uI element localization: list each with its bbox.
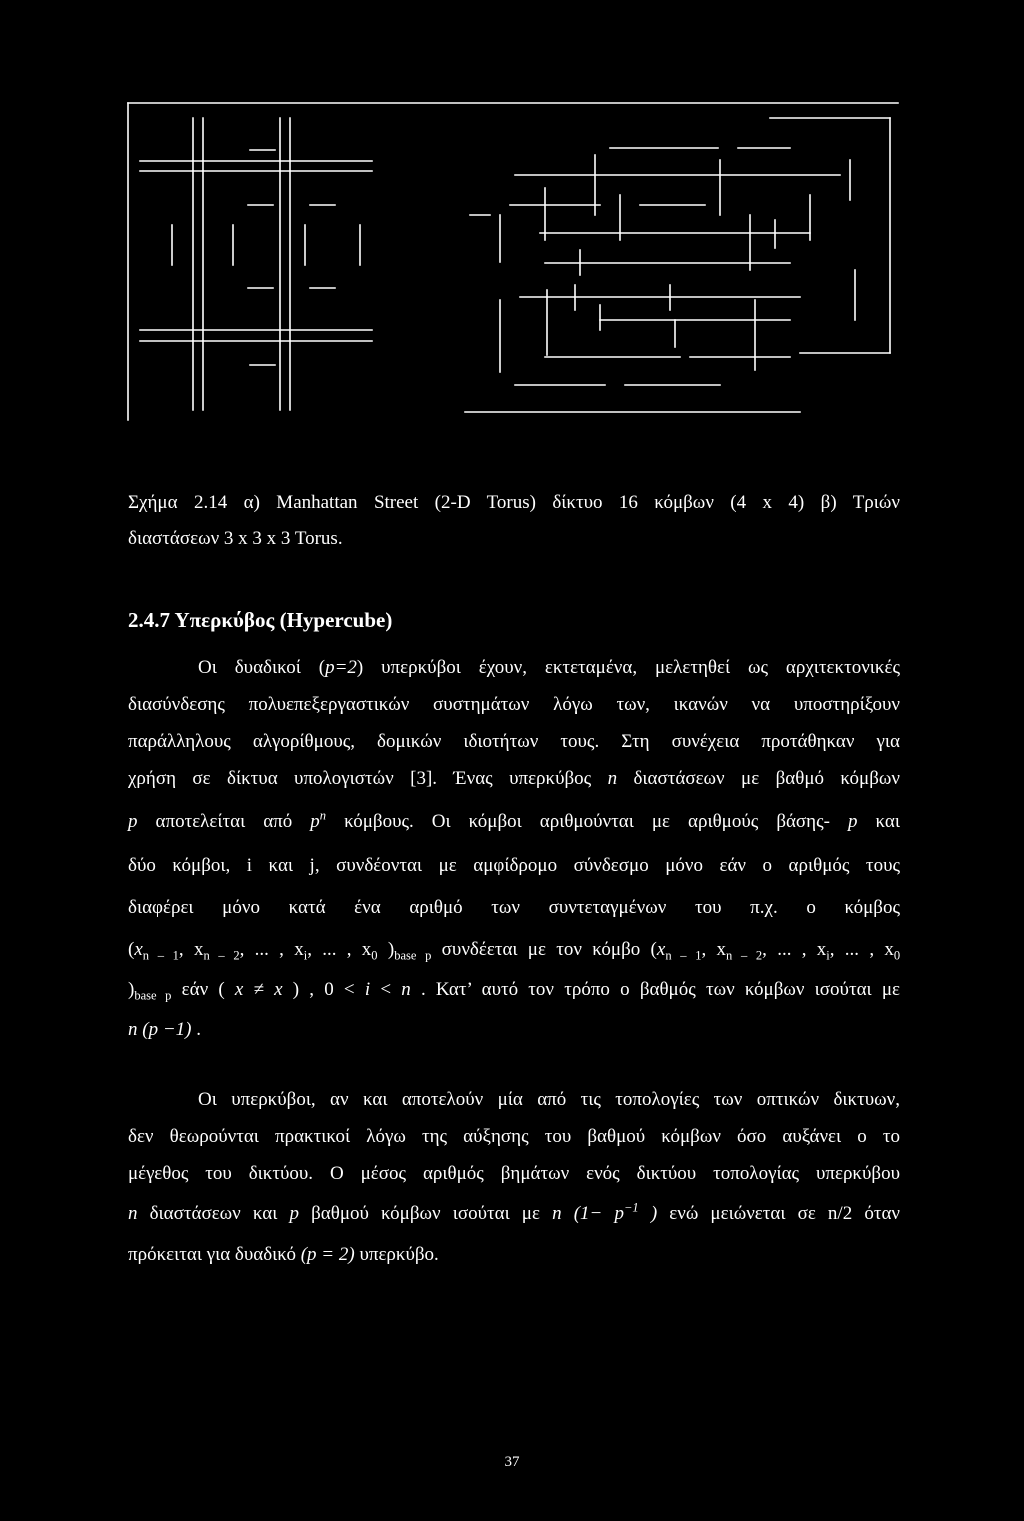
section-heading: 2.4.7 Υπερκύβος (Hypercube)	[128, 608, 393, 632]
text-run: διαστάσεων με βαθμό κόμβων	[617, 768, 900, 789]
paragraph-line	[128, 693, 900, 717]
subscript: base p	[134, 988, 172, 1003]
italic-text: x	[656, 939, 666, 960]
text-run: διασύνδεσης πολυεπεξεργαστικών συστημάτων λόγω των, ικανών να υποστηρίξουν	[128, 694, 900, 715]
subscript: n – 2	[203, 948, 240, 963]
italic-text: p=2	[325, 657, 357, 678]
subscript: n – 1	[142, 948, 179, 963]
text-run: ) υπερκύβοι έχουν, εκτεταμένα, μελετηθεί ως αρχιτεκτονικές	[356, 657, 900, 678]
text-run: )	[377, 939, 395, 960]
paragraph-line	[128, 1243, 900, 1267]
italic-text: x	[134, 939, 143, 960]
italic-text: x ≠ x	[234, 979, 283, 1000]
subscript: i	[303, 948, 308, 963]
paragraph-line	[128, 896, 900, 920]
text-run: ) , 0 <	[282, 979, 365, 1000]
paragraph-line	[128, 1162, 900, 1186]
caption-line: διαστάσεων 3 x 3 x 3 Torus.	[128, 528, 343, 549]
paragraph-line	[128, 730, 900, 754]
paragraph-line	[128, 1202, 900, 1226]
text-run: . Κατ’ αυτό τον τρόπο ο βαθμός των κόμβων ισούται με	[410, 979, 901, 1000]
italic-text: n (1− p	[552, 1203, 624, 1224]
italic-text: n (p −1)	[128, 1019, 192, 1040]
figure-2-14	[0, 0, 1024, 440]
text-run: μέγεθος του δικτύου. Ο μέσος αριθμός βημάτων ενός δικτύου τοπολογίας υπερκύβου	[128, 1163, 900, 1184]
italic-text: (p = 2)	[300, 1244, 355, 1265]
text-run: παράλληλους αλγορίθμους, δομικών ιδιοτήτων τους. Στη συνέχεια προτάθηκαν για	[128, 731, 900, 752]
text-run: .	[191, 1019, 201, 1040]
paragraph-line	[128, 1018, 900, 1042]
subscript: 0	[893, 948, 901, 963]
superscript: n	[319, 808, 327, 823]
paragraph-line	[198, 1088, 900, 1112]
text-run: ενώ μειώνεται σε n/2 όταν	[657, 1203, 900, 1224]
text-run: εάν (	[171, 979, 235, 1000]
text-run: διαστάσεων και	[137, 1203, 290, 1224]
text-run: (	[128, 939, 135, 960]
italic-text: n	[401, 979, 411, 1000]
text-run: κόμβους. Οι κόμβοι αριθμούνται με αριθμούς βάσης-	[326, 811, 848, 832]
text-run: χρήση σε δίκτυα υπολογιστών [3]. Ένας υπερκύβος	[128, 768, 608, 789]
text-run: πρόκειται για δυαδικό	[128, 1244, 301, 1265]
text-run: βαθμού κόμβων ισούται με	[298, 1203, 553, 1224]
italic-text: n	[607, 768, 618, 789]
text-run: αποτελείται από	[137, 811, 311, 832]
italic-text: )	[638, 1203, 658, 1224]
text-run: , ... , x	[762, 939, 827, 960]
text-run: , ... , x	[307, 939, 372, 960]
text-run: δεν θεωρούνται πρακτικοί λόγω της αύξησης του βαθμού κόμβων όσο αυξάνει ο το	[128, 1126, 900, 1147]
text-run: διαφέρει μόνο κατά ένα αριθμό των συντεταγμένων του π.χ. ο κόμβος	[128, 897, 900, 918]
paragraph-line	[198, 656, 900, 680]
3d-torus-diagram	[465, 118, 890, 412]
italic-text: n	[128, 1203, 138, 1224]
italic-text: p	[310, 811, 320, 832]
text-run: Οι υπερκύβοι, αν και αποτελούν μία από τις τοπολογίες των οπτικών δικτυων,	[198, 1089, 900, 1110]
superscript: −1	[623, 1200, 639, 1215]
text-run: , x	[701, 939, 727, 960]
text-run: υπερκύβο.	[354, 1244, 439, 1265]
text-run: δύο κόμβοι, i και j, συνδέονται με αμφίδρομο σύνδεσμο μόνο εάν ο αριθμός τους	[128, 855, 900, 876]
paragraph-line	[128, 1125, 900, 1149]
paragraph-line	[128, 810, 900, 834]
subscript: 0	[371, 948, 378, 963]
text-run: συνδέεται με τον κόμβο (	[431, 939, 657, 960]
subscript: n – 2	[726, 948, 763, 963]
subscript: i	[826, 948, 830, 963]
text-run: , ... , x	[239, 939, 304, 960]
text-run: Οι δυαδικοί (	[198, 657, 326, 678]
text-run: και	[857, 811, 900, 832]
paragraph-line	[128, 938, 900, 962]
italic-text: p	[128, 811, 138, 832]
subscript: base p	[394, 948, 432, 963]
italic-text: p	[848, 811, 858, 832]
manhattan-street-torus-diagram	[140, 118, 372, 410]
italic-text: i	[364, 979, 371, 1000]
paragraph-line	[128, 978, 900, 1002]
page-number: 37	[504, 1454, 520, 1470]
italic-text: p	[289, 1203, 299, 1224]
paragraph-line	[128, 767, 900, 791]
figure-frame	[128, 103, 898, 420]
text-run: , x	[178, 939, 204, 960]
text-run: <	[370, 979, 402, 1000]
text-run: , ... , x	[829, 939, 894, 960]
paragraph-line	[128, 854, 900, 878]
text-run: )	[128, 979, 135, 1000]
caption-line: Σχήμα 2.14 α) Manhattan Street (2-D Torus) δίκτυο 16 κόμβων (4 x 4) β) Τριών	[128, 492, 900, 513]
subscript: n – 1	[665, 948, 702, 963]
